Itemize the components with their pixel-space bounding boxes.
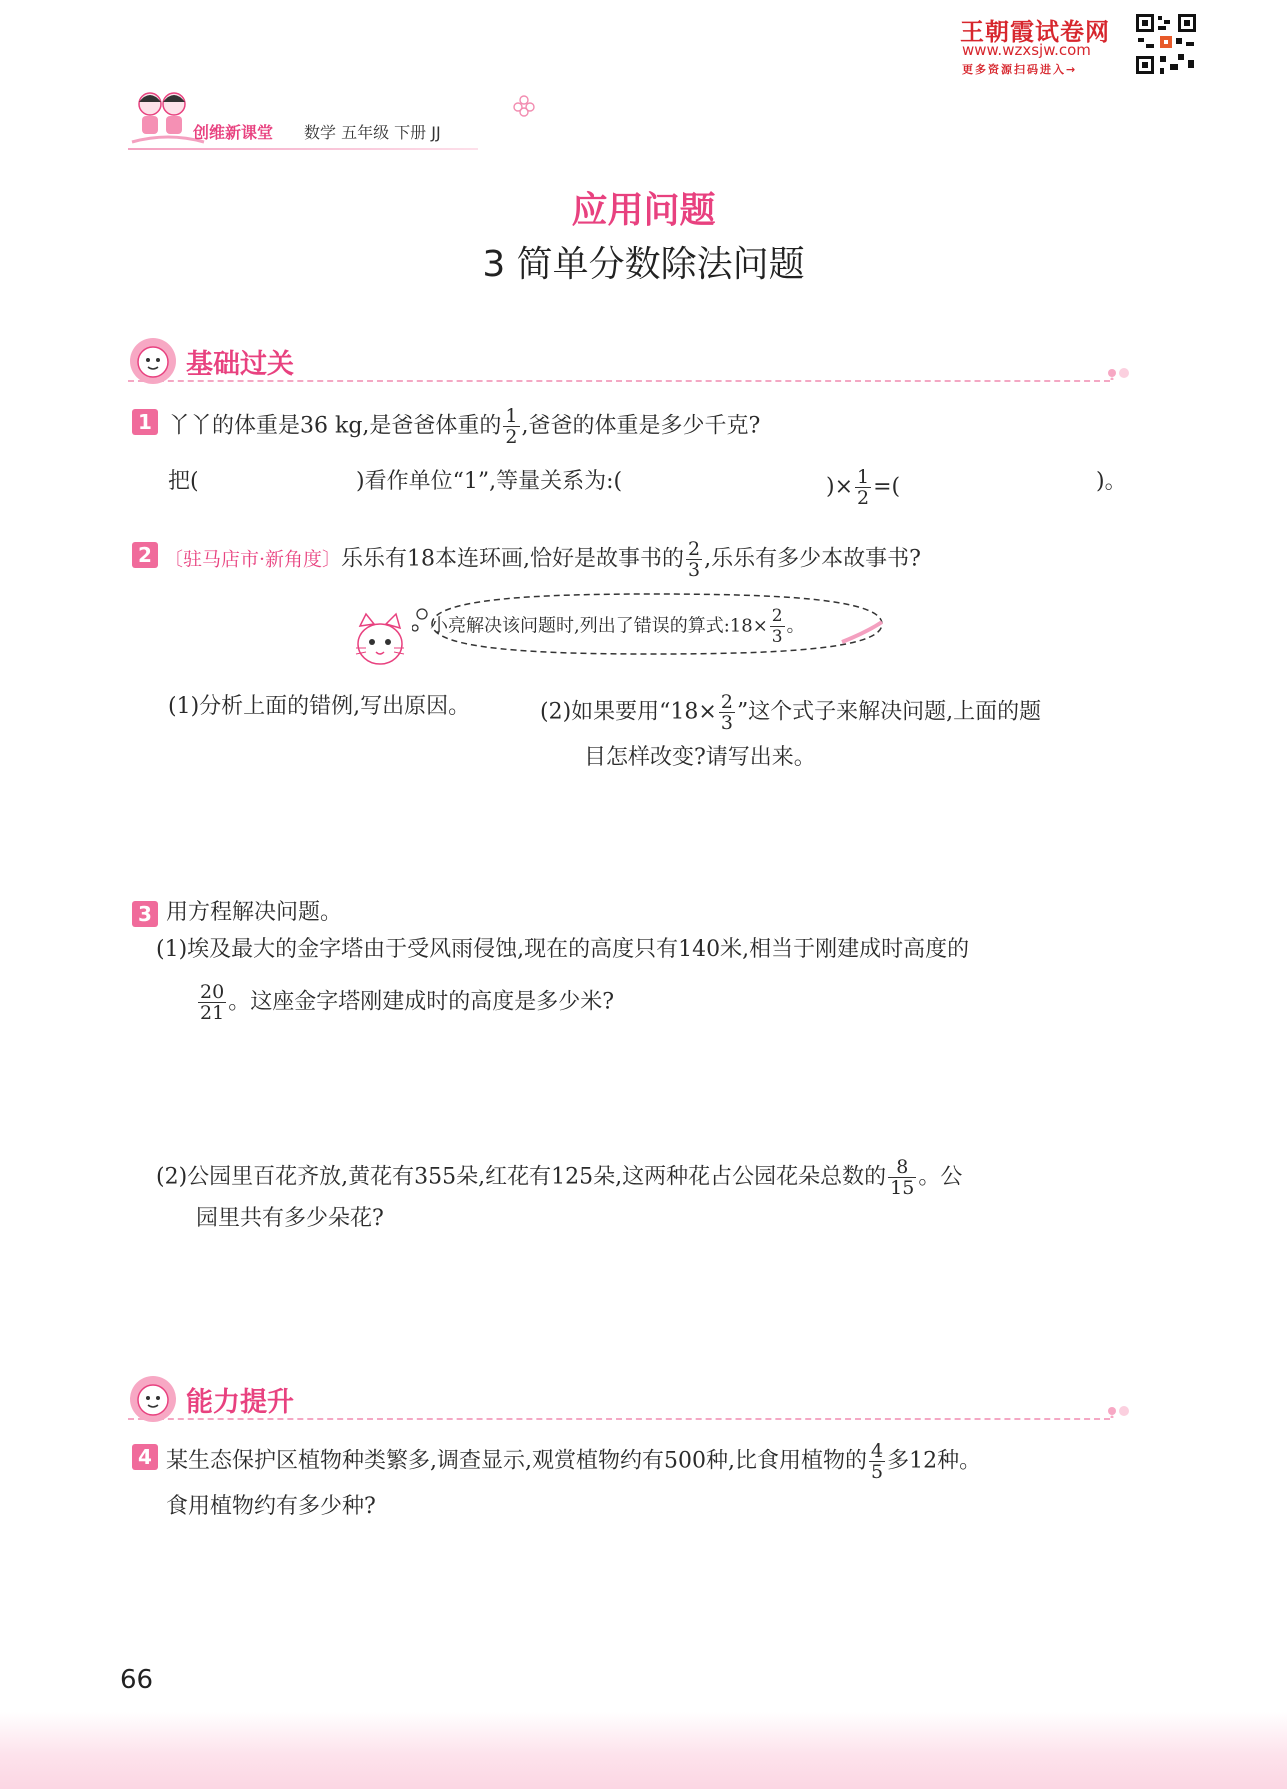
source-tag: 〔驻马店市·新角度〕	[164, 548, 342, 571]
watermark-title: 王朝霞试卷网	[960, 18, 1110, 46]
brand-name: 创维新课堂	[193, 123, 274, 142]
watermark-url[interactable]: www.wzxsjw.com	[962, 41, 1091, 59]
question-1-fill-e: )。	[1096, 469, 1127, 494]
question-4-text: 某生态保护区植物种类繁多,调查显示,观赏植物约有500种,比食用植物的 $\frac{4}{5}$ 多12种。	[166, 1440, 982, 1483]
fraction: $\frac{1}{2}$	[857, 466, 870, 509]
dots-decoration-icon	[1106, 366, 1136, 380]
question-2-text: 〔驻马店市·新角度〕乐乐有18本连环画,恰好是故事书的 $\frac{2}{3}$ ,乐乐有多少本故事书?	[164, 538, 921, 581]
fraction: $\frac{4}{5}$	[870, 1440, 884, 1483]
section-title-basic: 基础过关	[186, 349, 294, 380]
question-number-1: 1	[132, 409, 158, 435]
bubble-text: 小亮解决该问题时,列出了错误的算式:18× $\frac{2}{3}$ 。	[430, 606, 805, 647]
question-3-part1: (1)埃及最大的金字塔由于受风雨侵蚀,现在的高度只有140米,相当于刚建成时高度的	[156, 937, 970, 962]
question-1-fill-b: )看作单位“1”,等量关系为:(	[356, 469, 623, 494]
fraction: $\frac{2}{3}$	[720, 691, 733, 734]
header-underline	[128, 148, 478, 150]
fraction: $\frac{2}{3}$	[688, 538, 701, 581]
lesson-title: 3 简单分数除法问题	[482, 244, 805, 285]
question-2-sub1: (1)分析上面的错例,写出原因。	[168, 694, 471, 719]
fraction: $\frac{20}{21}$	[200, 981, 225, 1024]
question-number-2: 2	[132, 542, 158, 568]
fraction: $\frac{1}{2}$	[505, 405, 518, 448]
flower-icon	[512, 94, 536, 118]
question-4-text-cont: 食用植物约有多少种?	[166, 1494, 376, 1519]
fraction: $\frac{8}{15}$	[890, 1156, 915, 1199]
section-title-advanced: 能力提升	[186, 1387, 294, 1418]
qr-code-icon[interactable]	[1134, 12, 1198, 76]
fraction: $\frac{2}{3}$	[771, 606, 783, 647]
cat-mascot-icon	[352, 612, 408, 672]
question-3-intro: 用方程解决问题。	[166, 900, 343, 925]
question-number-3: 3	[132, 901, 158, 927]
category-title: 应用问题	[571, 190, 716, 231]
question-1-text: 丫丫的体重是36 kg,是爸爸体重的 $\frac{1}{2}$ ,爸爸的体重是多少千克?	[168, 405, 761, 448]
question-1-fill-a: 把(	[168, 469, 199, 494]
question-2-sub2: (2)如果要用“18× $\frac{2}{3}$ ”这个式子来解决问题,上面的题	[540, 691, 1042, 734]
dots-decoration-icon	[1106, 1404, 1136, 1418]
question-1-fill-c: )× $\frac{1}{2}$ =(	[826, 466, 901, 509]
footer-band	[0, 1712, 1287, 1789]
question-3-part2-cont: 园里共有多少朵花?	[196, 1206, 384, 1231]
question-3-part1-cont: $\frac{20}{21}$ 。这座金字塔刚建成时的高度是多少米?	[200, 981, 614, 1024]
question-3-part2: (2)公园里百花齐放,黄花有355朵,红花有125朵,这两种花占公园花朵总数的 $\frac{8}{15}$ 。公	[156, 1156, 963, 1199]
page-number: 66	[120, 1665, 154, 1695]
section-divider	[128, 1418, 1110, 1420]
section-mascot-icon	[128, 1374, 178, 1424]
section-mascot-icon	[128, 336, 178, 386]
book-subtitle: 数学 五年级 下册 JJ	[304, 123, 441, 142]
question-number-4: 4	[132, 1444, 158, 1470]
watermark-tagline: 更多资源扫码进入→	[962, 63, 1078, 76]
section-divider	[128, 380, 1110, 382]
question-2-sub2-cont: 目怎样改变?请写出来。	[584, 745, 816, 770]
